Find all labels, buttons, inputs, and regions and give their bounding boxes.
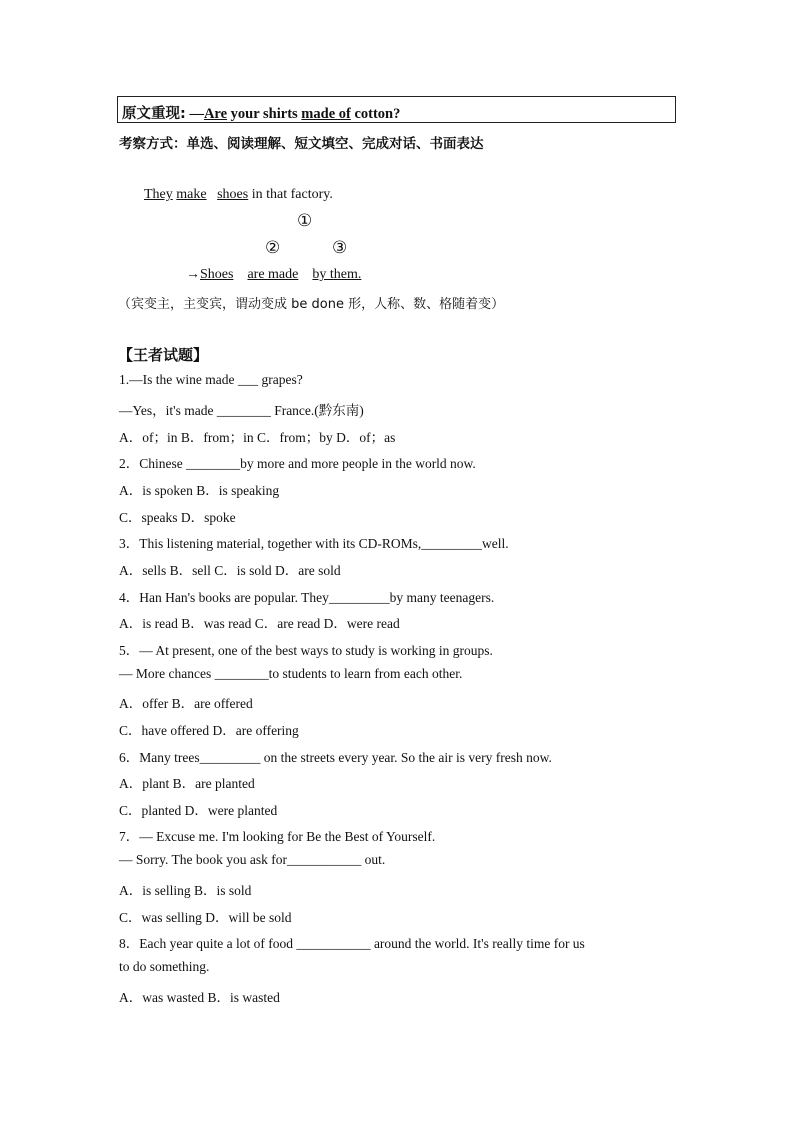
option-line: A．offer B．are offered (119, 696, 253, 711)
word-shoes-subject: Shoes (200, 267, 234, 282)
word-by-them: by them. (312, 267, 362, 282)
question-line: 7．— Excuse me. I'm looking for Be the Best of Yourself. (119, 829, 436, 844)
passive-sentence (186, 267, 361, 283)
question-line: — More chances ________to students to learn from each other. (119, 666, 463, 681)
exam-methods: 考察方式：单选、阅读理解、短文填空、完成对话、书面表达 (119, 136, 484, 152)
key-sentence (122, 102, 400, 123)
dash: — (185, 106, 204, 122)
sentence-rest: in that factory. (251, 187, 333, 202)
key-sentence-label: 原文重现: (122, 106, 186, 122)
option-line: A．plant B．are planted (119, 776, 255, 791)
option-line: A．is selling B．is sold (119, 883, 252, 898)
question-line: 4．Han Han's books are popular. They_________by many teenagers. (119, 590, 495, 605)
word-made-of: made of (301, 106, 351, 122)
key-sentence-box (117, 96, 676, 123)
transformation-rule: （宾变主，主变宾，谓动变成 be done 形，人称、数、格随着变） (118, 297, 505, 312)
word-they: They (144, 187, 173, 202)
active-sentence (144, 187, 333, 203)
word-are: Are (203, 106, 228, 122)
option-line: C．was selling D．will be sold (119, 910, 292, 925)
option-line: C．have offered D．are offering (119, 723, 299, 738)
option-line: A．was wasted B．is wasted (119, 990, 280, 1005)
word-shoes: shoes (217, 187, 249, 202)
marker-3: ③ (332, 238, 348, 257)
question-line: 1.—Is the wine made ___ grapes? (119, 372, 303, 387)
question-line: —Yes，it's made ________ France.(黔东南) (119, 403, 364, 418)
option-line: A．sells B．sell C．is sold D．are sold (119, 563, 341, 578)
arrow: → (186, 267, 200, 282)
marker-1: ① (297, 211, 313, 230)
word-cotton: cotton? (350, 106, 401, 122)
word-make: make (176, 187, 207, 202)
question-line: 8．Each year quite a lot of food ___________ around the world. It's really time for us (119, 936, 585, 951)
question-line: 6．Many trees_________ on the streets every year. So the air is very fresh now. (119, 750, 552, 765)
question-line: 2．Chinese ________by more and more people in the world now. (119, 456, 476, 471)
marker-2: ② (265, 238, 281, 257)
option-line: C．planted D．were planted (119, 803, 278, 818)
section-title: 【王者试题】 (118, 346, 209, 364)
option-line: C．speaks D．spoke (119, 510, 236, 525)
question-line: — Sorry. The book you ask for___________ out. (119, 852, 386, 867)
word-are-made: are made (247, 267, 299, 282)
option-line: A．of；in B．from；in C．from；by D．of；as (119, 430, 396, 445)
question-line: 3．This listening material, together with its CD-ROMs,_________well. (119, 536, 509, 551)
question-line: to do something. (119, 959, 210, 974)
option-line: A．is read B．was read C．are read D．were read (119, 616, 400, 631)
option-line: A．is spoken B．is speaking (119, 483, 280, 498)
word-your-shirts: your shirts (227, 106, 302, 122)
question-line: 5．— At present, one of the best ways to study is working in groups. (119, 643, 493, 658)
